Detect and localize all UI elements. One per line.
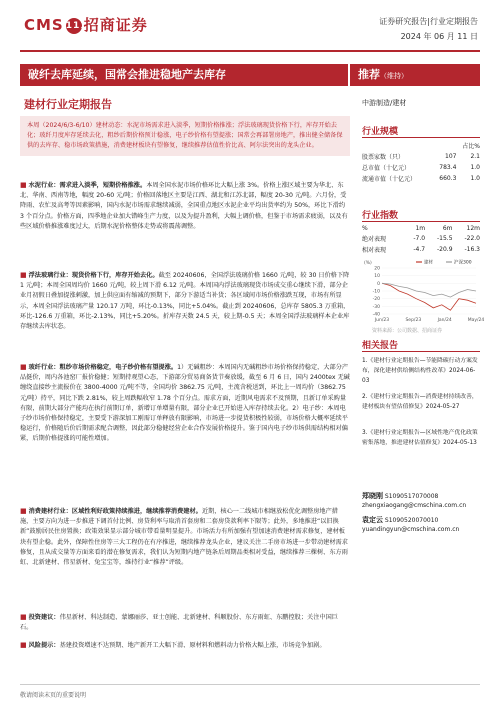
report-title: 破纤去库延续，国常会推进稳地产去库存: [20, 64, 348, 86]
report-type: 证券研究报告|行业定期报告: [379, 17, 478, 26]
series-line-1: [382, 283, 476, 297]
logo-seal-icon: 111: [66, 18, 82, 34]
industry-index-table: % 1m 6m 12m 绝对表现 -7.0 -15.5 -22.0 相对表现 -4.7 -20.9 -16.3: [362, 225, 480, 254]
paragraph-cement: ■ 水泥行业：需求进入淡季，短期价格推涨。本周全国水泥市场价格环比大幅上涨 3%。价格上涨区域主要为华北、东北、华南、西南等地，幅度 20-60 元/吨；价格回落地区主要是江西、湖北和江苏北部，幅度 20-30 元/吨。六月份，受降雨、农忙及高考等因素影响，国内水泥市场需求继续减弱，全国重点地区水泥企业平均出货率约为 50%，环比下滑约 3 个百分点。价格方面，四季地企业加大错峰生产力度，以及为提升盈利，大幅上调价格，但鉴于市场需求疲弱，以及有些区域价格推涨难度过大，后期水泥价格整体走势或将震荡调整。: [20, 181, 348, 230]
y-tick-label: 10: [374, 274, 380, 280]
industry-scale-table: 占比% 股票家数（只） 107 2.1 总市值（十亿元） 783.4 1.0 流通市值（十亿元） 660.3 1.0: [362, 143, 480, 183]
related-report-3[interactable]: 3.《建材行业定期报告—区域性地产优化政策密集落地，推进建材估值修复》2024-05-13: [362, 430, 478, 446]
x-tick-label: Jun/23: [374, 318, 390, 323]
chart-source: 资料来源：公司数据、招商证券: [372, 328, 443, 334]
y-tick-label: 0: [377, 281, 380, 287]
header-meta: [379, 14, 478, 44]
table-row: 股票家数（只） 107 2.1: [362, 153, 480, 161]
legend-entry: 沪深300: [454, 260, 472, 266]
y-tick-label: -10: [372, 289, 380, 295]
y-tick-label: -20: [372, 297, 380, 303]
y-tick-label: -30: [372, 304, 380, 310]
x-tick-label: May/24: [467, 318, 485, 323]
footer-note: 敬请阅读末页的重要说明: [20, 692, 87, 699]
related-report-1[interactable]: 1.《建材行业定期报告—节能降碳行动方案发布，深化建材供给侧结构性改革》2024-06-03: [362, 358, 478, 384]
section-divider: [362, 137, 480, 138]
company-logo: CMS 111招商证券: [24, 16, 148, 34]
rating-banner: 推荐（维持）: [350, 64, 480, 86]
sector-label: 中游制造/建材: [362, 99, 407, 107]
header-divider: [20, 50, 480, 52]
industry-scale-title: 行业规模: [362, 127, 399, 137]
report-subtitle: 建材行业定期报告: [24, 98, 112, 111]
industry-index-title: 行业指数: [362, 211, 399, 221]
related-report-2[interactable]: 2.《建材行业定期报告—消费建材持续改善，建材板块有望估值修复》2024-05-27: [362, 394, 478, 410]
y-tick-label: -40: [372, 312, 380, 318]
x-tick-label: Sep/23: [405, 318, 422, 323]
legend-entry: 建材: [424, 260, 433, 266]
footer-divider: [20, 684, 480, 685]
paragraph-risk: ■ 风险提示：基建投资增速不达预期、地产新开工大幅下滑、原材料和燃料动力价格大幅上涨，市场竞争加剧。: [20, 641, 326, 649]
related-reports-title: 相关报告: [362, 341, 399, 351]
paragraph-consumer-building: ■ 消费建材行业：区域性利好政策持续推进，继续推荐消费建材。近期，核心一二线城市相继放松优化调整房地产措施，主要方向为进一步推进下调首付比例、房贷利率与取消首套房和二套房贷款利率下限等；此外，多地推进“以旧换新”鼓励居民住房置换；政策效果显示部分城市带看量明显提升。市场活力有所加强有望加速消费建材需求修复，建材板块有望企稳。此外，保障性住房等三大工程仍在有序推进，继续推荐龙头企业，建议关注二手房市场进一步带动建材需求修复，且从成交量等方面来看的潜在修复需求，我们认为短期内地产链条后周期品类相对受益，继续推荐三棵树、东方雨虹、北新建材、伟星新材、兔宝宝等，维持行业“推荐”评级。: [20, 507, 348, 567]
report-date: 2024 年 06 月 11 日: [400, 32, 478, 41]
paragraph-glass: ■ 浮法玻璃行业：现货价格下行，库存开始去化。截至 20240606，全国浮法玻璃价格 1660 元/吨，较 30 日价格下降 1 元/吨；本周全国周均价 1660 元/吨，较上周下滑 6.12 元/吨。本周国内浮法玻璃现货市场成交重心继续下滑，部分企业月初假日叠加提涨刺激，加上供应面有缩减的预期下，部分下游适当补货；各区域间市场价格涨跌互现，市场有所显示，本周全国浮法玻璃产量 120.17 万吨，环比-0.13%，同比+5.04%。截止到 20240606，总库存 5805.3 万重箱，环比-126.6 万重箱，环比-2.13%，同比+5.20%。折库存天数 24.5 天，较上期-0.5 天；本周全国浮法玻璃样本企业库存继续去库状态。: [20, 271, 350, 331]
table-row: 绝对表现 -7.0 -15.5 -22.0: [362, 235, 480, 243]
y-axis-label: (%): [364, 261, 372, 266]
table-row: 总市值（十亿元） 783.4 1.0: [362, 164, 480, 172]
section-divider: [362, 221, 480, 222]
paragraph-fiberglass: ■ 玻纤行业：粗纱市场价格稳定，电子纱价格有望提涨。1）无碱粗纱：本周国内无碱粗纱市场价格保持稳定，大部分产品挺价，周内各池窑厂报价稳健；短期持观望心态，下游部分贸易商备货节奏放缓，截至 6 月 6 日，国内 2400tex 无碱缠绕直接纱主流报价在 3800-4000 元/吨不等，全国均价 3862.75 元/吨，主流含税送到，环比上一周均价（3862.75 元/吨）持平，同比下跌 2.81%，较上周跌幅收窄 1.78 个百分点。需求方面，近期风电需求不及预期，且新订单采购量有限，前期大部分产能均在执行前期订单，新增订单增量有限，部分企业已开始进入库存持续去化。2）电子纱：本周电子纱市场价格保持稳定，主要受下游深加工刚需订单释放有限影响，市场进一步提货积极性较弱，市场价格大概率延续平稳运行，价格随后价后期需求配合调整，因此部分稳健经营企业合作发展价格提升。鉴于国内电子纱市场供需结构相对偏紧，后期价格提涨的可能性增加。: [20, 363, 350, 443]
summary-box: 本周（2024/6/3-6/10）建材动态：水泥市场需求进入淡季，短期价格推涨；浮法玻璃现货价格下行，库存开始去化；玻纤月度库存延续去化，粗纱后期价格预计稳涨，电子纱价格有望提涨；国常会再部署房地产，推出健全储备保供的去库存、稳市场政策措施，消费建材板块有望修复，继续推荐估值性价比高、阿尔法突出的龙头企业。: [20, 116, 350, 156]
performance-chart: [362, 258, 485, 324]
analyst-1: 郑晓刚 S1090517070008 zhengxiaogang@cmschina.com.cn: [362, 492, 467, 509]
analyst-2: 袁定云 S1090520070010 yuandingyun@cmschina.com.cn: [362, 516, 460, 533]
paragraph-investment: ■ 投资建议：伟星新材、科达制造、蒙娜丽莎、亚士创能、北新建材、科顺股份、东方雨虹、东鹏控股；关注中国巨石。: [20, 613, 338, 632]
analyst-email[interactable]: zhengxiaogang@cmschina.com.cn: [362, 502, 467, 509]
table-row: 流通市值（十亿元） 660.3 1.0: [362, 175, 480, 183]
analyst-email[interactable]: yuandingyun@cmschina.com.cn: [362, 526, 460, 533]
section-divider: [362, 351, 480, 352]
x-tick-label: Jan/24: [437, 318, 452, 323]
table-row: 相对表现 -4.7 -20.9 -16.3: [362, 246, 480, 254]
y-tick-label: 20: [374, 266, 380, 272]
